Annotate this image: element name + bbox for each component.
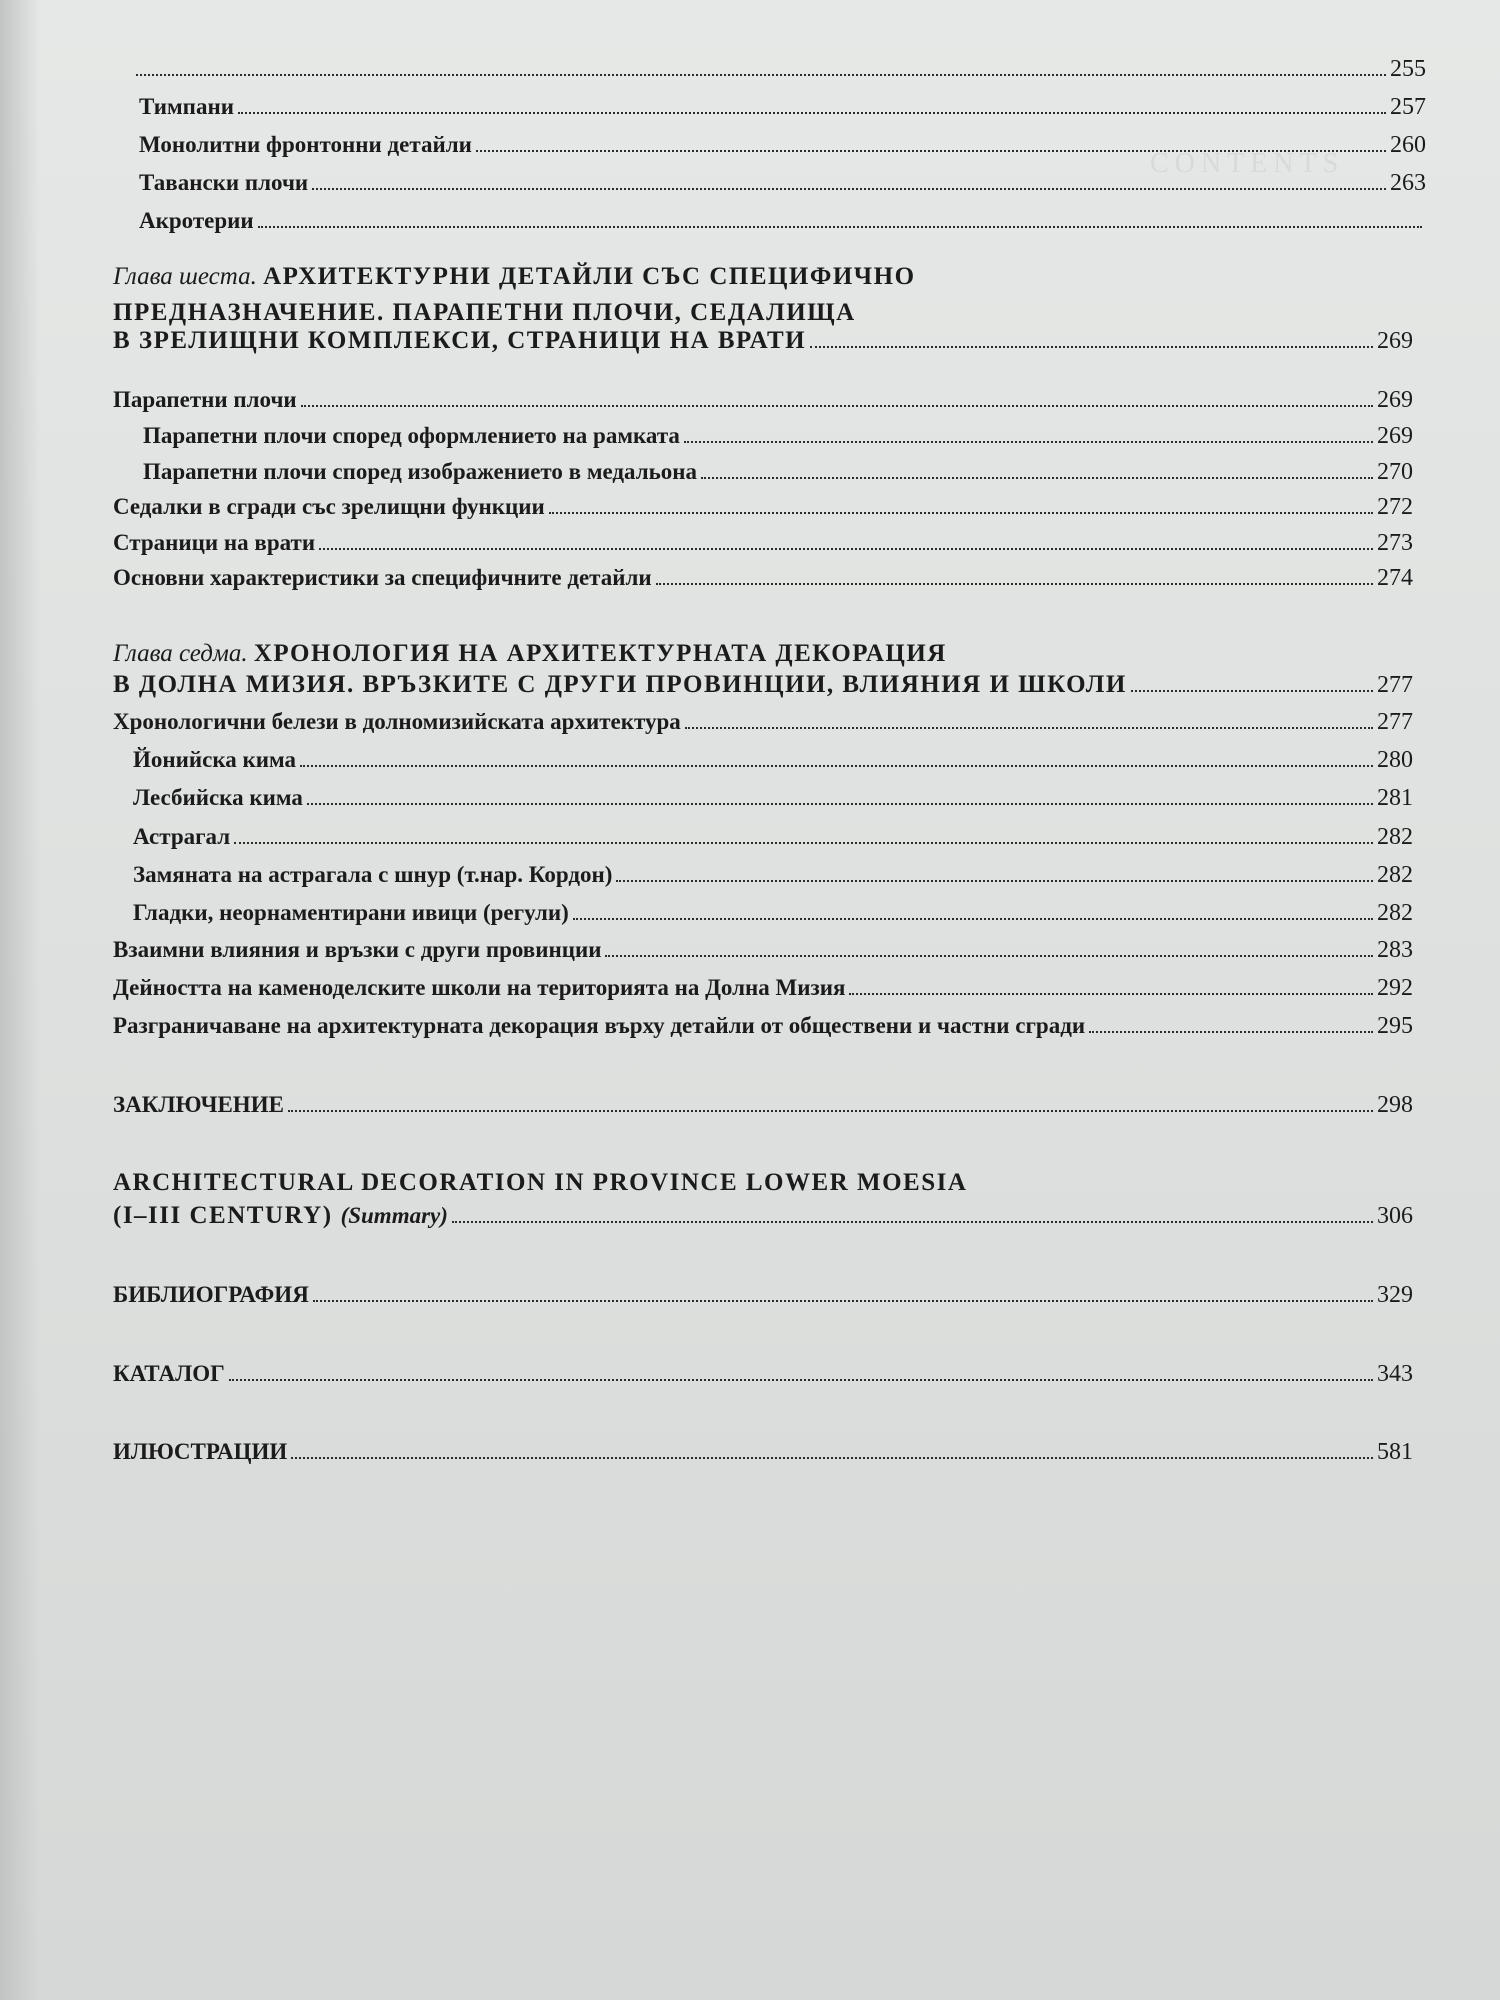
leader-dots: [684, 441, 1373, 443]
entry-title: В ДОЛНА МИЗИЯ. ВРЪЗКИТЕ С ДРУГИ ПРОВИНЦИИ, ВЛИЯНИЯ И ШКОЛИ: [113, 671, 1127, 698]
entry-title: Хронологични белези в долномизийската архитектура: [113, 709, 681, 734]
toc-entry[interactable]: [136, 54, 1426, 84]
page-number: 282: [1377, 824, 1413, 850]
toc-entry[interactable]: [143, 421, 1413, 451]
page-number: 273: [1377, 530, 1413, 556]
entry-title: Разграничаване на архитектурната декорация върху детайли от обществени и частни сгради: [113, 1013, 1086, 1038]
toc-entry[interactable]: [133, 745, 1413, 775]
page-number: 280: [1377, 747, 1413, 773]
toc-entry[interactable]: [139, 168, 1426, 198]
leader-dots: [685, 727, 1373, 729]
toc-entry[interactable]: [113, 707, 1413, 737]
page-number: 270: [1377, 459, 1413, 485]
toc-entry[interactable]: [113, 1280, 1413, 1310]
page-number: 269: [1377, 328, 1413, 354]
entry-title: Монолитни фронтонни детайли: [139, 132, 472, 157]
leader-dots: [849, 993, 1373, 995]
leader-dots: [616, 880, 1373, 882]
entry-title: В ЗРЕЛИЩНИ КОМПЛЕКСИ, СТРАНИЦИ НА ВРАТИ: [113, 327, 807, 354]
leader-dots: [701, 477, 1373, 479]
toc-entry[interactable]: [113, 326, 1413, 356]
toc-entry[interactable]: [113, 385, 1413, 415]
page-number: 260: [1390, 132, 1426, 158]
leader-dots: [319, 548, 1373, 550]
leader-dots: [573, 918, 1373, 920]
entry-subtitle: (Summary): [340, 1203, 448, 1228]
entry-title: Тимпани: [139, 94, 234, 119]
leader-dots: [656, 583, 1373, 585]
leader-dots: [136, 74, 1386, 76]
page-number: 292: [1377, 975, 1413, 1001]
leader-dots: [312, 188, 1386, 190]
page-number: 306: [1377, 1203, 1413, 1229]
leader-dots: [238, 112, 1386, 114]
chapter-heading: Глава шеста. АРХИТЕКТУРНИ ДЕТАЙЛИ СЪС СПЕЦИФИЧНО: [113, 263, 916, 290]
leader-dots: [258, 226, 1422, 228]
toc-entry[interactable]: [133, 783, 1413, 813]
leader-dots: [1131, 690, 1373, 692]
toc-entry[interactable]: [139, 206, 1426, 236]
page-number: 272: [1377, 494, 1413, 520]
entry-title: Гладки, неорнаментирани ивици (регули): [133, 900, 569, 925]
leader-dots: [549, 512, 1373, 514]
leader-dots: [313, 1300, 1373, 1302]
entry-title: Акротерии: [139, 208, 254, 233]
leader-dots: [234, 842, 1373, 844]
toc-entry[interactable]: [113, 670, 1413, 700]
entry-title: Парапетни плочи според изображението в медальона: [143, 459, 698, 484]
toc-entry[interactable]: [139, 130, 1426, 160]
leader-dots: [1089, 1031, 1373, 1033]
page-number: 295: [1377, 1013, 1413, 1039]
entry-title: Тавански плочи: [139, 170, 309, 195]
toc-entry[interactable]: [113, 563, 1413, 593]
entry-title: КАТАЛОГ: [113, 1361, 225, 1386]
page-number: 282: [1377, 900, 1413, 926]
toc-entry[interactable]: [133, 898, 1413, 928]
page-number: 298: [1377, 1092, 1413, 1118]
page-number: 255: [1390, 56, 1426, 82]
page-number: 281: [1377, 785, 1413, 811]
entry-title: Дейността на каменоделските школи на територията на Долна Мизия: [113, 975, 846, 1000]
entry-title: (I–III CENTURY): [113, 1202, 333, 1229]
toc-entry[interactable]: [133, 860, 1413, 890]
page-number: 277: [1377, 709, 1413, 735]
toc-entry[interactable]: [139, 92, 1426, 122]
entry-title: Страници на врати: [113, 530, 316, 555]
entry-title: БИБЛИОГРАФИЯ: [113, 1282, 309, 1307]
leader-dots: [301, 405, 1373, 407]
leader-dots: [476, 150, 1386, 152]
leader-dots: [288, 1110, 1373, 1112]
page-number: 274: [1377, 565, 1413, 591]
entry-title: ИЛЮСТРАЦИИ: [113, 1439, 288, 1464]
leader-dots: [605, 955, 1373, 957]
leader-dots: [810, 346, 1373, 348]
leader-dots: [229, 1379, 1373, 1381]
toc-entry[interactable]: [133, 822, 1413, 852]
page-number: 257: [1390, 94, 1426, 120]
leader-dots: [291, 1457, 1373, 1459]
toc-entry[interactable]: [143, 457, 1413, 487]
toc-entry[interactable]: [113, 1437, 1413, 1467]
chapter-heading: ПРЕДНАЗНАЧЕНИЕ. ПАРАПЕТНИ ПЛОЧИ, СЕДАЛИЩА: [113, 299, 856, 326]
toc-entry[interactable]: [113, 1011, 1413, 1041]
page-number: 277: [1377, 672, 1413, 698]
entry-title: ЗАКЛЮЧЕНИЕ: [113, 1092, 284, 1117]
page-number: 343: [1377, 1361, 1413, 1387]
chapter-heading: ARCHITECTURAL DECORATION IN PROVINCE LOWER MOESIA: [113, 1169, 968, 1196]
leader-dots: [307, 803, 1373, 805]
toc-entry[interactable]: [113, 935, 1413, 965]
toc-entry[interactable]: [113, 1359, 1413, 1389]
entry-title: Йонийска кима: [133, 747, 297, 772]
entry-title: Астрагал: [133, 824, 231, 849]
entry-title: Замяната на астрагала с шнур (т.нар. Кордон): [133, 862, 613, 887]
leader-dots: [452, 1221, 1373, 1223]
page-number: 581: [1377, 1439, 1413, 1465]
page-number: 263: [1390, 170, 1426, 196]
toc-entry[interactable]: [113, 492, 1413, 522]
page-number: 283: [1377, 937, 1413, 963]
toc-entry[interactable]: [113, 1090, 1413, 1120]
toc-entry[interactable]: [113, 973, 1413, 1003]
bleed-through-text: CONTENTS: [1150, 148, 1345, 179]
leader-dots: [300, 765, 1373, 767]
page-number: 269: [1377, 423, 1413, 449]
entry-title: Парапетни плочи според оформлението на рамката: [143, 423, 680, 448]
toc-entry[interactable]: [113, 1201, 1413, 1231]
page-number: 269: [1377, 387, 1413, 413]
chapter-heading: Глава седма. ХРОНОЛОГИЯ НА АРХИТЕКТУРНАТА ДЕКОРАЦИЯ: [113, 640, 947, 667]
page-number: 329: [1377, 1282, 1413, 1308]
entry-title: Седалки в сгради със зрелищни функции: [113, 494, 545, 519]
entry-title: Взаимни влияния и връзки с други провинции: [113, 937, 602, 962]
toc-entry[interactable]: [113, 528, 1413, 558]
entry-title: Парапетни плочи: [113, 387, 297, 412]
entry-title: Лесбийска кима: [133, 785, 303, 810]
entry-title: Основни характеристики за специфичните детайли: [113, 565, 652, 590]
page-number: 282: [1377, 862, 1413, 888]
